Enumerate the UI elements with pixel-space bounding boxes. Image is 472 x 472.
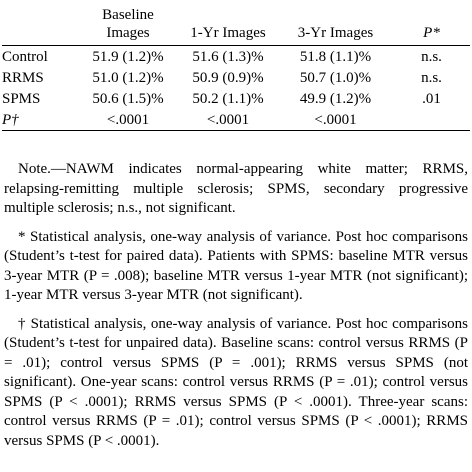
cell-baseline: 50.6 (1.5)%	[92, 90, 164, 107]
row-label: P†	[2, 109, 78, 131]
cell-baseline: 51.0 (1.2)%	[92, 69, 164, 86]
row-label: Control	[2, 48, 48, 65]
header-label	[2, 6, 78, 46]
header-baseline-line2: Images	[106, 25, 150, 41]
header-row	[2, 6, 470, 46]
cell-three-year: 51.8 (1.1)%	[299, 48, 372, 65]
footnote-dagger: † Statistical analysis, one-way analysis of variance. Post hoc comparisons (Student’s t-test for unpaired data). Baseline scans: control versus RRMS (P = .01); control versus SPMS (P = .001); RRMS versus SPMS (not significant). One-year scans: control versus RRMS (P = .01); control versus SPMS (P < .0001); RRMS versus SPMS (P < .0001). Three-year scans: control versus RRMS (P = .01); control versus SPMS (P < .0001); RRMS versus SPMS (P < .0001).	[4, 315, 468, 449]
cell-three-year: 50.7 (1.0)%	[299, 69, 372, 86]
table-footnotes	[4, 160, 468, 460]
cell-one-year: 50.9 (0.9)%	[192, 69, 264, 86]
cell-one-year: 51.6 (1.3)%	[192, 48, 264, 65]
table-row	[2, 88, 470, 109]
mtr-table	[2, 6, 470, 131]
table-row	[2, 46, 470, 68]
header-three-year: 3-Yr Images	[278, 6, 393, 46]
table-header	[2, 6, 470, 46]
cell-p-value: n.s.	[421, 48, 442, 65]
cell-three-year: <.0001	[278, 109, 393, 131]
header-baseline	[78, 6, 178, 46]
cell-p-value: n.s.	[421, 69, 442, 86]
footnote-star: * Statistical analysis, one-way analysis of variance. Post hoc comparisons (Student’s t-test for paired data). Patients with SPMS: baseline MTR versus 3-year MTR (P = .008); baseline MTR versus 1-year MTR (not significant); 1-year MTR versus 3-year MTR (not significant).	[4, 228, 468, 303]
header-one-year: 1-Yr Images	[178, 6, 278, 46]
cell-one-year: <.0001	[178, 109, 278, 131]
row-label: RRMS	[2, 69, 44, 86]
note-abbreviations: Note.—NAWM indicates normal-appearing white matter; RRMS, relapsing-remitting multiple sclerosis; SPMS, secondary progressive multiple sclerosis; n.s., not significant.	[4, 161, 468, 216]
row-label: SPMS	[2, 90, 41, 107]
cell-p-value: .01	[422, 90, 441, 107]
cell-three-year: 49.9 (1.2)%	[299, 90, 372, 107]
header-p-value: P*	[393, 6, 470, 46]
header-baseline-line1: Baseline	[102, 7, 154, 23]
cell-one-year: 50.2 (1.1)%	[192, 90, 264, 107]
cell-baseline: <.0001	[78, 109, 178, 131]
cell-p-value	[393, 109, 470, 131]
table-body	[2, 46, 470, 131]
table-row	[2, 109, 470, 131]
table-row	[2, 67, 470, 88]
cell-baseline: 51.9 (1.2)%	[92, 48, 164, 65]
